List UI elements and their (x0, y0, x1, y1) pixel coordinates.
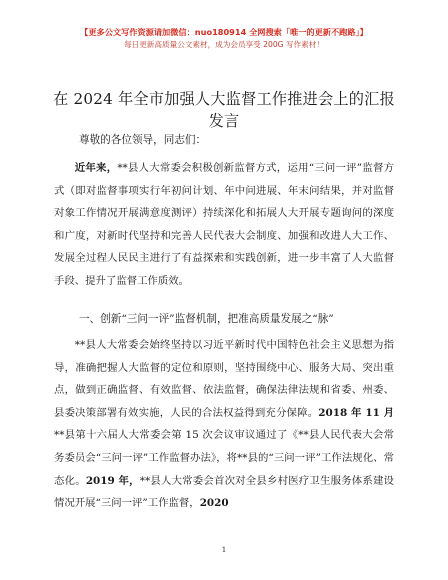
paragraph-text-a: **县人大常委会始终坚持以习近平新时代中国特色社会主义思想为指导，准确把握人大监督的定位和原则，坚持围绕中心、服务大局、突出重点，做到正确监督、有效监督、依法监督，确保法律法规和省委、州委、县委决策部署有效实施，人民的合法权益得到充分保障。 (54, 339, 394, 419)
paragraph-text-b: **县第十六届人大常委会第 15 次会议审议通过了《**县人民代表大会常务委员会“三问一评”工作监督办法》，将**县的“三问一评”工作法规化、常态化。 (54, 429, 394, 487)
section-heading-1: 一、创新“三问一评”监督机制，把准高质量发展之“脉” (79, 313, 334, 325)
promo-banner-line-1: 【更多公文写作资源请加微信：nuo180914 全网搜索「唯一的更新不跑路」】 (80, 27, 368, 37)
paragraph-text: **县人大常委会积极创新监督方式，运用“三问一评”监督方式（即对监督事项实行年初问计划、年中问进展、年末问结果，并对监督对象工作情况开展满意度测评）持续深化和拓展人大开展专题询问的深度和广度，对新时代坚持和完善人民代表大会制度、加强和改进人大工作、发展全过程人民民主进行了有益探索和实践创新，进一步丰富了人大监督手段、提升了监督工作质效。 (54, 162, 394, 287)
paragraph-date-b: 2019 年， (85, 474, 140, 487)
paragraph-date-a: 2018 年 11 月 (318, 406, 394, 419)
paragraph-lead: 近年来， (74, 162, 118, 174)
paragraph-date-c: 2020 (199, 497, 229, 510)
paragraph-section-1 (54, 334, 394, 515)
page-number: 1 (221, 545, 227, 554)
paragraph-text-c: **县人大常委会首次对全县乡村医疗卫生服务体系建设情况开展“三问一评”工作监督， (54, 474, 394, 510)
promo-banner-line-2: 每日更新高质量公文素材，成为会员享受 200G 写作素材！ (124, 40, 324, 49)
salutation: 尊敬的各位领导，同志们： (79, 134, 207, 146)
paragraph-intro (54, 157, 394, 293)
document-title: 在 2024 年全市加强人大监督工作推进会上的汇报发言 (53, 90, 395, 130)
